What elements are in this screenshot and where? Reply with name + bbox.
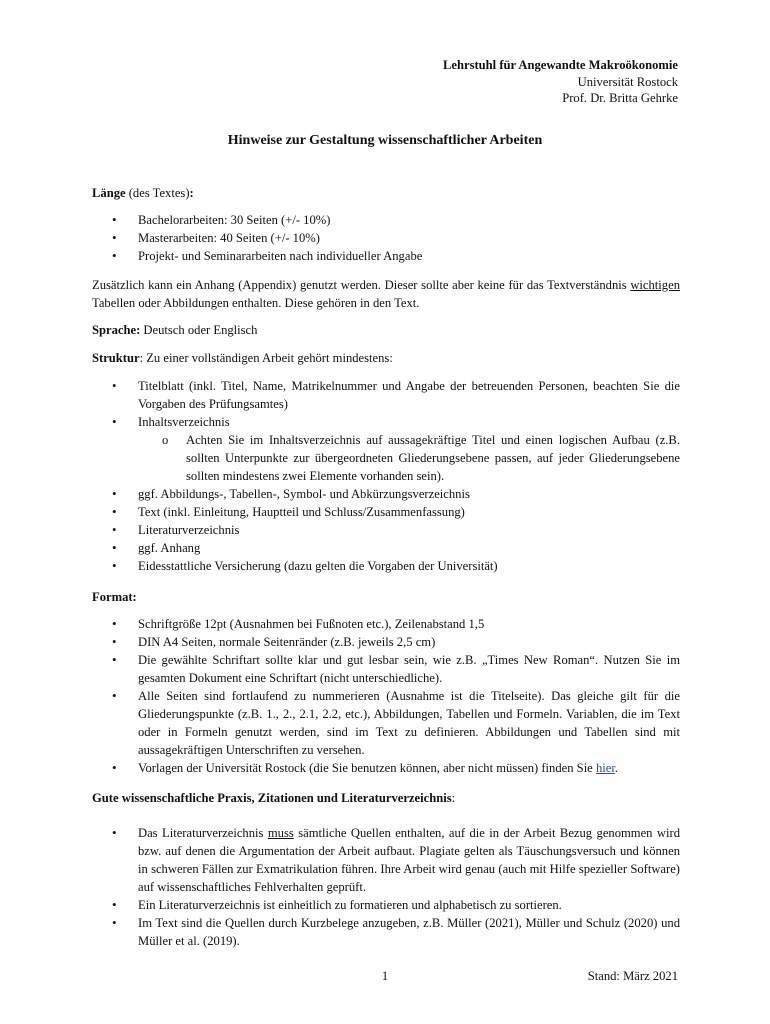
laenge-label: Länge: [92, 186, 126, 200]
praxis-list: [110, 824, 680, 950]
page-number: 1: [381, 969, 389, 983]
list-item: • Im Text sind die Quellen durch Kurzbelege anzugeben, z.B. Müller (2021), Müller und Schulz (2020) und Müller et al. (2019).: [110, 914, 680, 950]
praxis-label: Gute wissenschaftliche Praxis, Zitationen und Literaturverzeichnis: [92, 791, 452, 805]
list-item: • Schriftgröße 12pt (Ausnahmen bei Fußnoten etc.), Zeilenabstand 1,5: [110, 615, 680, 633]
appendix-text-b: Tabellen oder Abbildungen enthalten. Diese gehören in den Text.: [92, 296, 420, 310]
vorlagen-text: Vorlagen der Universität Rostock (die Sie benutzen können, aber nicht müssen) finden Sie: [138, 761, 596, 775]
list-item: • Literaturverzeichnis: [110, 521, 680, 539]
sprache-label: Sprache:: [92, 323, 141, 337]
header-professor: Prof. Dr. Britta Gehrke: [562, 91, 678, 105]
praxis-item1-text-a: Das Literaturverzeichnis: [138, 826, 268, 840]
page-title: Hinweise zur Gestaltung wissenschaftlicher Arbeiten: [227, 133, 543, 148]
stand-date: Stand: März 2021: [587, 969, 678, 983]
list-item: [110, 413, 680, 485]
laenge-colon: :: [189, 186, 194, 200]
appendix-underlined: wichtigen: [630, 278, 680, 292]
praxis-item1-text-b: sämtliche Quellen enthalten, auf die in der Arbeit Bezug genommen wird bzw. auf denen die Argumentation der Arbeit aufbaut. Plagiate gelten als Täuschungsversuch und können in schweren Fällen zur Exmatrikulation führen. Ihre Arbeit wird genau (auch mit Hilfe spezieller Software) auf wissenschaftliches Fehlverhalten geprüft.: [138, 826, 680, 894]
list-item: • Eidesstattliche Versicherung (dazu gelten die Vorgaben der Universität): [110, 557, 680, 575]
praxis-colon: :: [451, 791, 456, 805]
list-item: • Masterarbeiten: 40 Seiten (+/- 10%): [110, 229, 680, 247]
header-university: Universität Rostock: [577, 75, 678, 89]
format-list: [110, 615, 680, 777]
laenge-list: [110, 211, 680, 265]
struktur-rest: : Zu einer vollständigen Arbeit gehört mindestens:: [139, 351, 393, 365]
laenge-rest: (des Textes): [125, 186, 190, 200]
list-item: • Alle Seiten sind fortlaufend zu nummerieren (Ausnahme ist die Titelseite). Das gleiche gilt für die Gliederungspunkte (z.B. 1., 2., 2.1, 2.2, etc.), Abbildungen, Tabellen und Formeln. Variablen, die im Text oder in Formeln genutzt werden, sind im Text zu definieren. Abbildungen und Tabellen sind mit aussagekräftigen Unterschriften zu versehen.: [110, 687, 680, 759]
vorlagen-period: .: [614, 761, 618, 775]
praxis-item1-underlined: muss: [267, 826, 294, 840]
struktur-sublist: [138, 431, 680, 485]
list-item: • Ein Literaturverzeichnis ist einheitlich zu formatieren und alphabetisch zu sortieren.: [110, 896, 680, 914]
list-item: • Projekt- und Seminararbeiten nach individueller Angabe: [110, 247, 680, 265]
sprache-value: Deutsch oder Englisch: [140, 323, 258, 337]
list-item: • ggf. Abbildungs-, Tabellen-, Symbol- und Abkürzungsverzeichnis: [110, 485, 680, 503]
list-item: [110, 824, 680, 896]
header-chair: Lehrstuhl für Angewandte Makroökonomie: [443, 58, 678, 72]
sub-list-item: o Achten Sie im Inhaltsverzeichnis auf aussagekräftige Titel und einen logischen Aufbau (z.B. sollten Unterpunkte zur übergeordneten Gliederungsebene passen, auf jeder Gliederungsebene sollten mindestens zwei Elemente vorhanden sein).: [162, 431, 680, 485]
list-item: • Text (inkl. Einleitung, Hauptteil und Schluss/Zusammenfassung): [110, 503, 680, 521]
section-laenge-heading: [92, 184, 680, 202]
section-struktur-heading: [92, 349, 680, 367]
list-item: • Titelblatt (inkl. Titel, Name, Matrikelnummer und Angabe der betreuenden Personen, beachten Sie die Vorgaben des Prüfungsamtes): [110, 377, 680, 413]
list-item-label: Inhaltsverzeichnis: [138, 415, 230, 429]
list-item: • ggf. Anhang: [110, 539, 680, 557]
list-item: [110, 759, 680, 777]
section-format-heading: Format:: [92, 590, 137, 604]
appendix-paragraph: [92, 276, 680, 312]
appendix-text-a: Zusätzlich kann ein Anhang (Appendix) genutzt werden. Dieser sollte aber keine für das Textverständnis: [92, 278, 631, 292]
list-item: • Bachelorarbeiten: 30 Seiten (+/- 10%): [110, 211, 680, 229]
list-item: • DIN A4 Seiten, normale Seitenränder (z.B. jeweils 2,5 cm): [110, 633, 680, 651]
struktur-list: [110, 377, 680, 575]
section-sprache: [92, 321, 680, 339]
vorlagen-link[interactable]: hier: [595, 761, 615, 775]
section-praxis-heading: [92, 789, 680, 807]
list-item: • Die gewählte Schriftart sollte klar und gut lesbar sein, wie z.B. „Times New Roman“. Nutzen Sie im gesamten Dokument eine Schriftart (nicht unterschiedliche).: [110, 651, 680, 687]
struktur-label: Struktur: [92, 351, 140, 365]
